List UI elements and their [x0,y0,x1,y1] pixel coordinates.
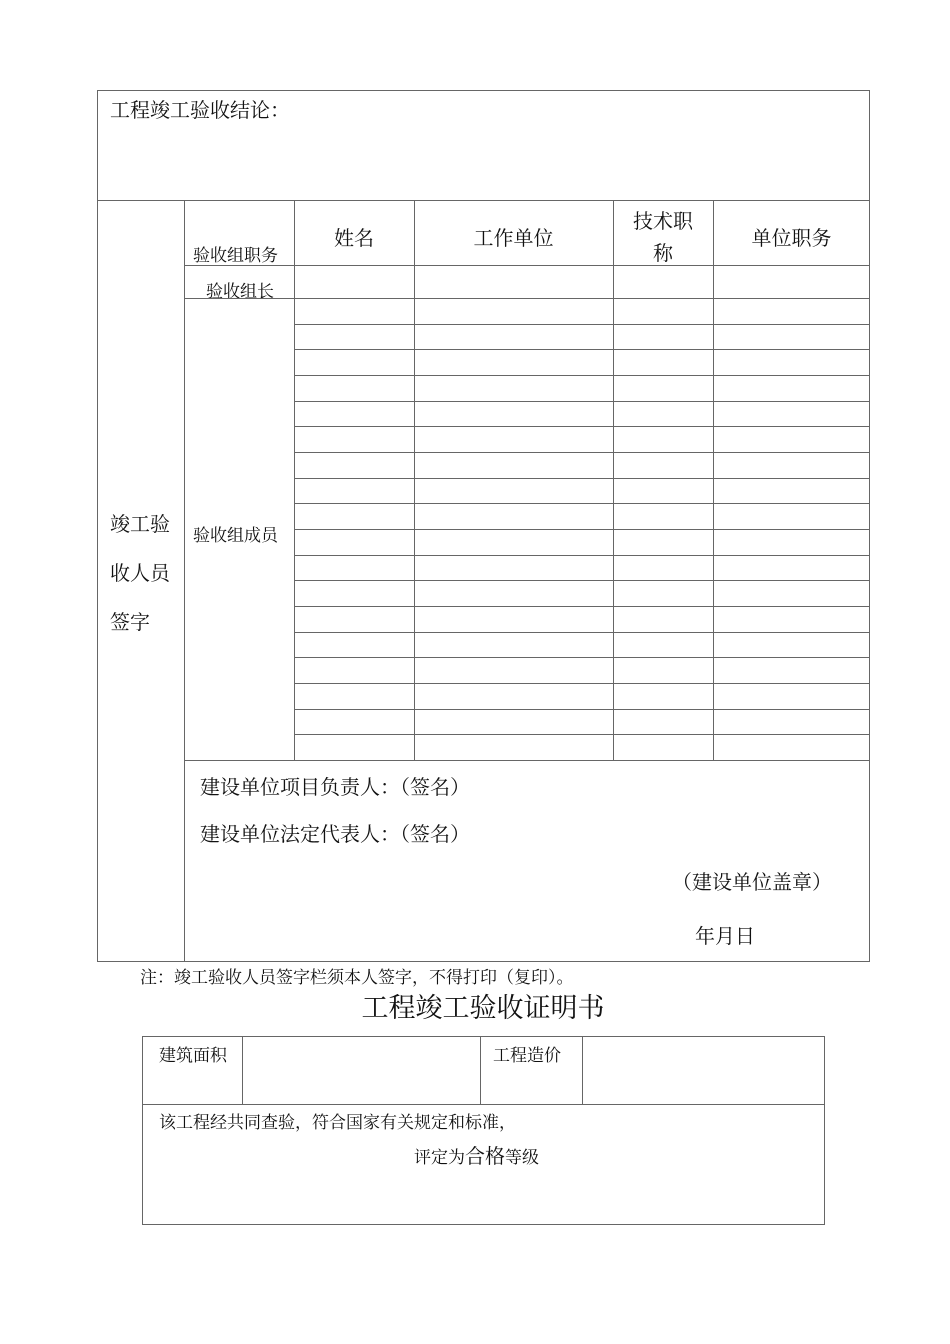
conclusion-divider [97,200,870,201]
area-value-divider [480,1036,481,1104]
side-label-line-1: 竣工验 [110,512,170,536]
side-column-divider [184,200,185,962]
header-role: 验收组职务 [193,246,278,266]
member-row-line [294,349,870,350]
certificate-row-divider [142,1104,825,1105]
member-row-line [294,580,870,581]
grade-value: 合格 [465,1144,505,1168]
member-row-line [294,426,870,427]
header-title-line2: 称 [653,241,673,265]
member-row-line [294,683,870,684]
header-name: 姓名 [334,226,374,250]
member-label: 验收组成员 [193,526,278,546]
grade-suffix: 等级 [505,1148,539,1168]
leader-row-divider [184,298,870,299]
role-column-divider [294,200,295,760]
project-leader-signature: 建设单位项目负责人：（签名） [200,775,470,799]
header-position: 单位职务 [751,226,832,250]
unit-column-divider [613,200,614,760]
member-row-line [294,401,870,402]
leader-label: 验收组长 [206,282,274,302]
header-unit: 工作单位 [473,226,554,250]
member-row-line [294,606,870,607]
member-row-line [294,709,870,710]
member-row-line [294,555,870,556]
conclusion-label: 工程竣工验收结论： [110,98,290,122]
grade-prefix: 评定为 [414,1148,465,1168]
member-row-line [294,657,870,658]
member-row-line [294,632,870,633]
area-label: 建筑面积 [159,1046,227,1066]
member-row-line [294,452,870,453]
cost-label: 工程造价 [493,1046,561,1066]
area-label-divider [242,1036,243,1104]
member-row-line [294,503,870,504]
certificate-statement: 该工程经共同查验，符合国家有关规定和标准， [159,1113,516,1133]
member-row-line [294,478,870,479]
certificate-title: 工程竣工验收证明书 [361,993,605,1024]
member-row-line [294,734,870,735]
name-column-divider [414,200,415,760]
signature-note: 注：竣工验收人员签字栏须本人签字，不得打印（复印）。 [140,968,574,988]
header-title-line1: 技术职 [633,209,693,233]
header-divider [184,265,870,266]
legal-representative-signature: 建设单位法定代表人：（签名） [200,822,470,846]
unit-seal: （建设单位盖章） [672,870,832,894]
cost-label-divider [582,1036,583,1104]
member-row-line [294,375,870,376]
title-column-divider [713,200,714,760]
side-label-line-2: 收人员 [110,561,170,585]
member-row-line [294,529,870,530]
side-label-line-3: 签字 [110,610,150,634]
member-row-line [294,324,870,325]
signature-date: 年月日 [695,924,755,948]
member-table-bottom [184,760,870,761]
grade-line [414,1140,539,1169]
